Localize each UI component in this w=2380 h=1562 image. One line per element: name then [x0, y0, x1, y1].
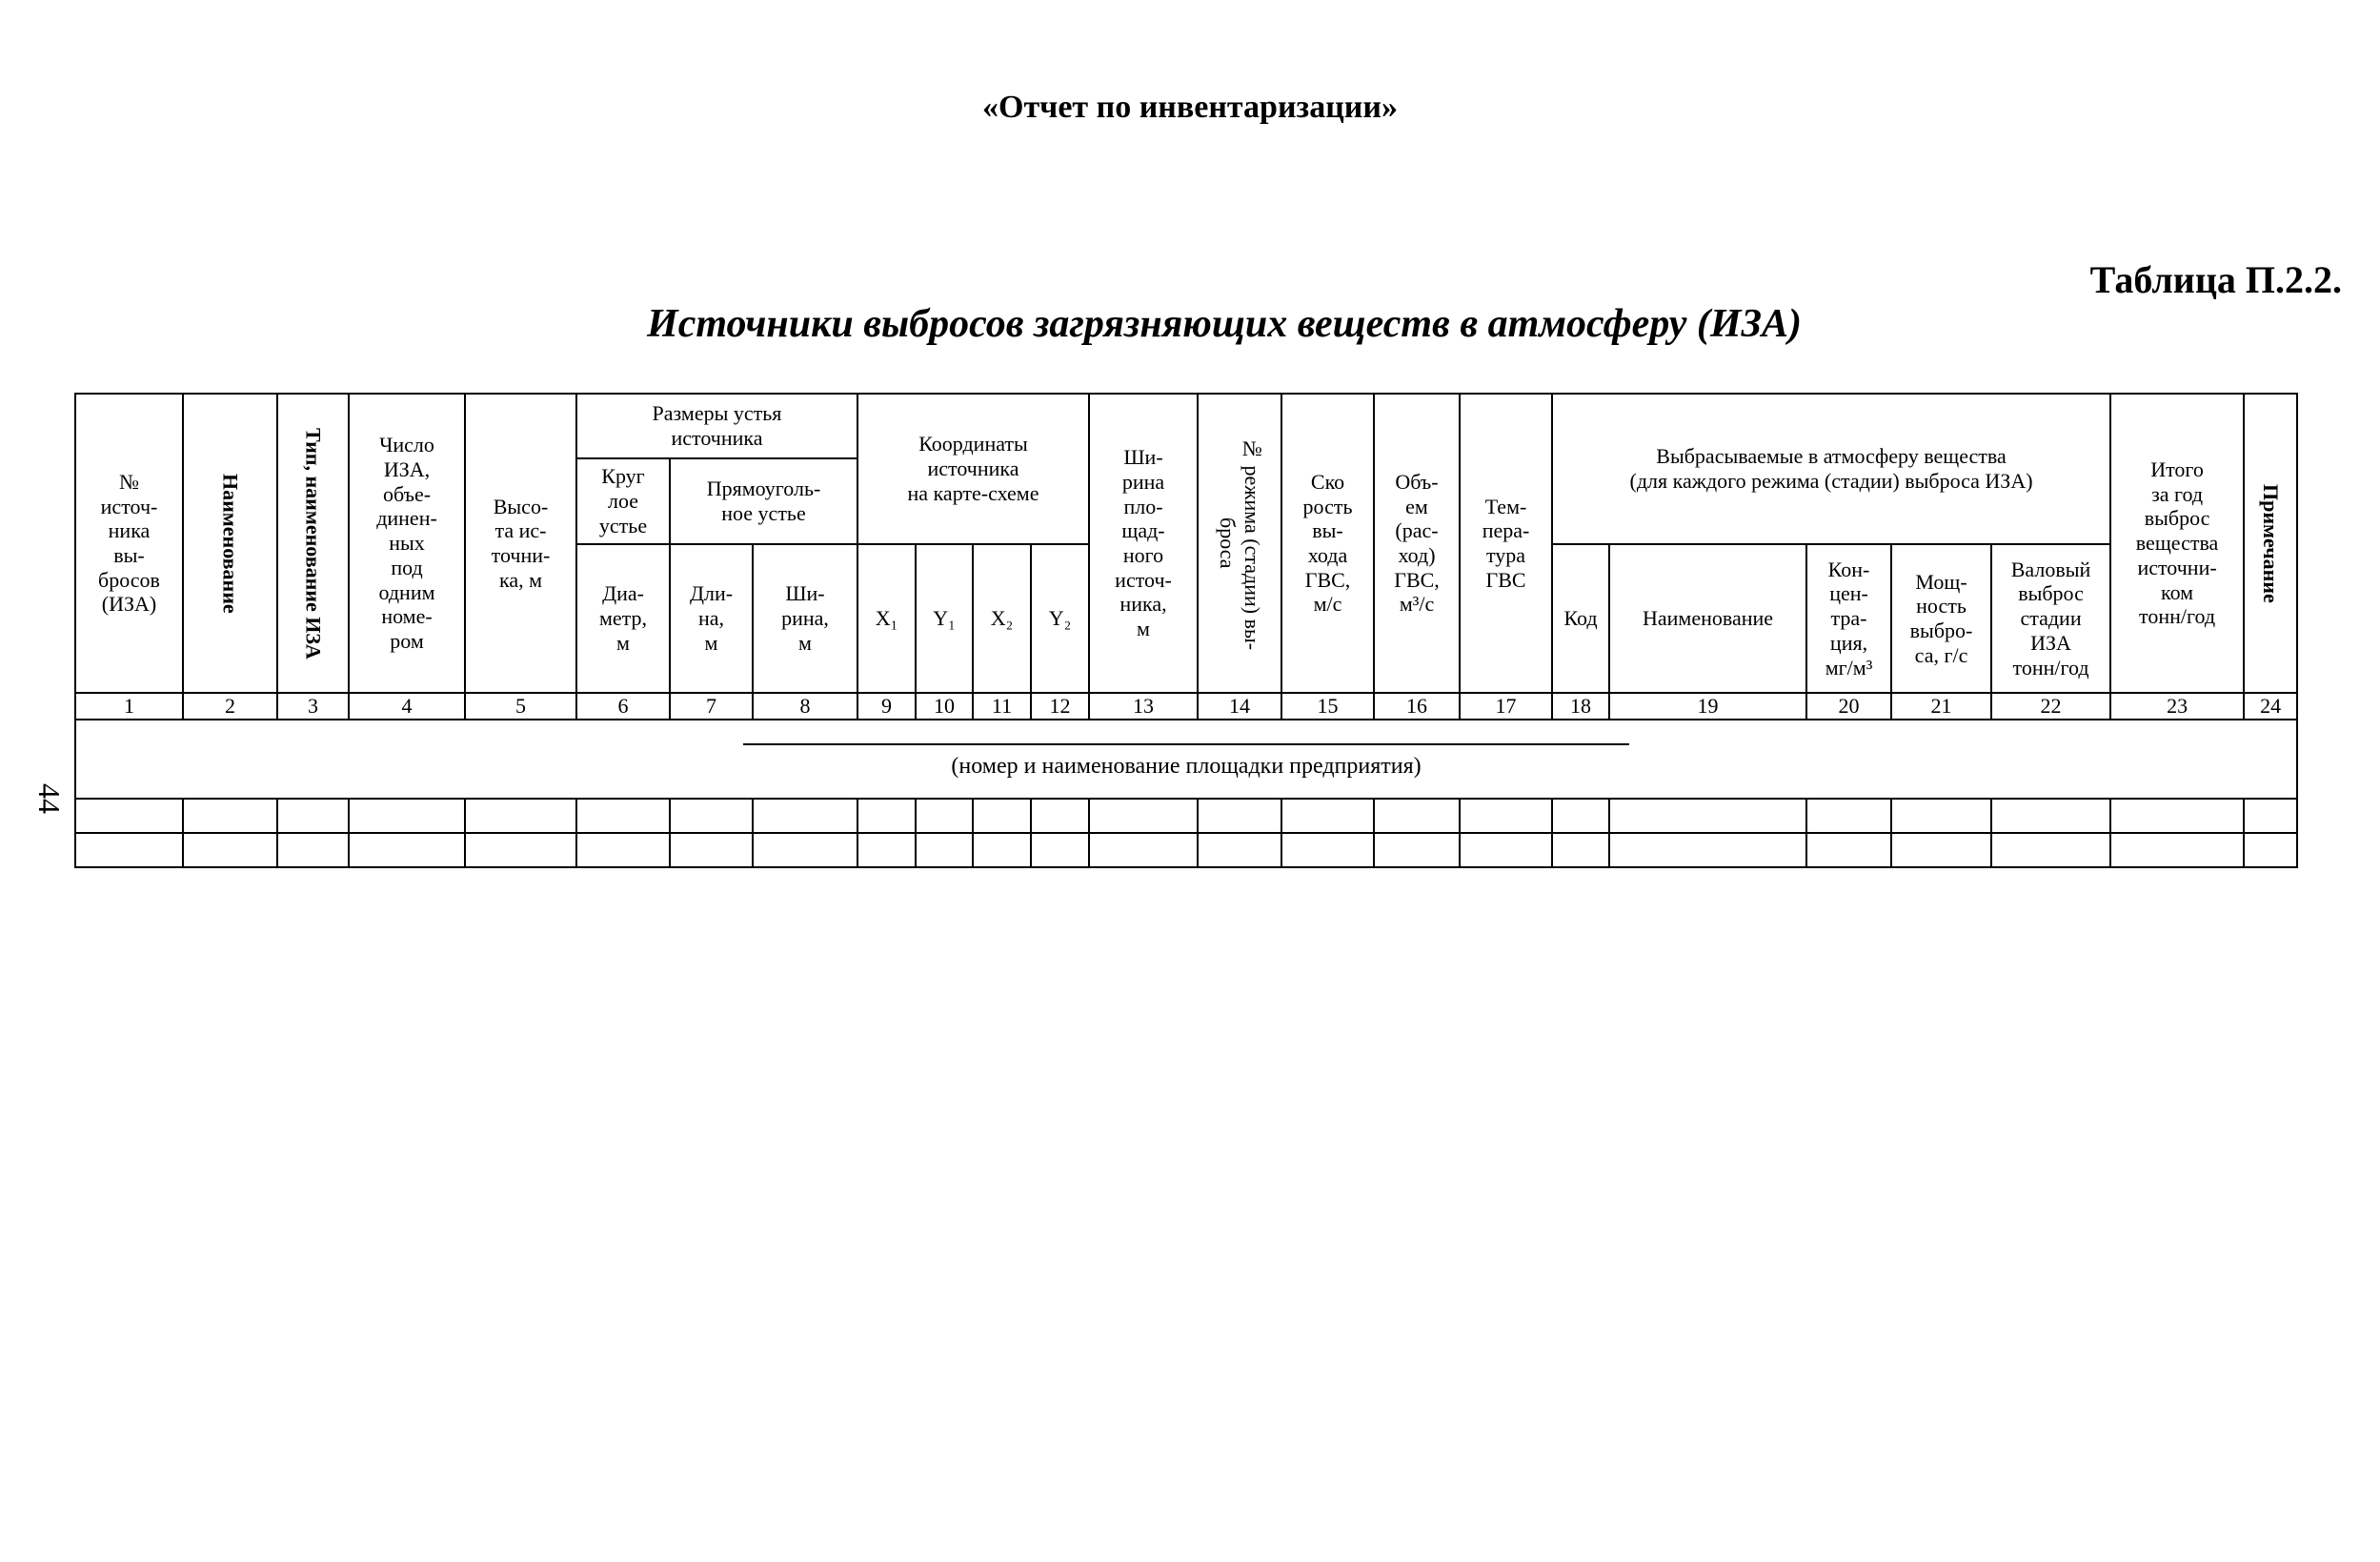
header-y2: Y₂ — [1031, 544, 1089, 693]
emission-sources-table — [74, 393, 2298, 868]
column-number: 13 — [1089, 693, 1198, 720]
empty-cell — [576, 799, 670, 833]
empty-cell — [1991, 833, 2110, 867]
header-concentration: Кон- цен- тра- ция, мг/м³ — [1806, 544, 1891, 693]
column-number: 20 — [1806, 693, 1891, 720]
empty-cell — [1552, 799, 1609, 833]
site-row — [75, 720, 2297, 799]
empty-cell — [1374, 833, 1460, 867]
header-y1: Y₁ — [916, 544, 973, 693]
column-number: 23 — [2110, 693, 2244, 720]
header-x1: X₁ — [857, 544, 916, 693]
site-caption: (номер и наименование площадки предприятия) — [951, 754, 1422, 779]
header-name: Наименование — [183, 394, 277, 693]
header-round-mouth: Круг лое устье — [576, 458, 670, 544]
empty-cell — [753, 833, 857, 867]
site-cell — [75, 720, 2297, 799]
empty-cell — [973, 799, 1031, 833]
empty-cell — [1031, 833, 1089, 867]
header-substance-name: Наименование — [1609, 544, 1806, 693]
column-number: 21 — [1891, 693, 1991, 720]
header-mouth-dimensions: Размеры устья источника — [576, 394, 857, 458]
empty-cell — [2110, 833, 2244, 867]
column-number: 5 — [465, 693, 576, 720]
empty-cell — [349, 799, 465, 833]
column-number: 2 — [183, 693, 277, 720]
column-number: 1 — [75, 693, 183, 720]
column-number: 19 — [1609, 693, 1806, 720]
column-number: 8 — [753, 693, 857, 720]
empty-cell — [1460, 799, 1552, 833]
header-area-source-width: Ши- рина пло- щад- ного источ- ника, м — [1089, 394, 1198, 693]
empty-cell — [2244, 799, 2297, 833]
empty-cell — [1609, 799, 1806, 833]
header-gas-velocity: Ско рость вы- хода ГВС, м/с — [1281, 394, 1374, 693]
empty-cell — [1991, 799, 2110, 833]
table-title: Источники выбросов загрязняющих веществ в атмосферу (ИЗА) — [647, 302, 1802, 346]
empty-row — [75, 833, 2297, 867]
empty-cell — [1552, 833, 1609, 867]
header-gas-temperature: Тем- пера- тура ГВС — [1460, 394, 1552, 693]
empty-cell — [2110, 799, 2244, 833]
header-x2: X₂ — [973, 544, 1031, 693]
empty-cell — [857, 799, 916, 833]
header-diameter: Диа- метр, м — [576, 544, 670, 693]
empty-cell — [2244, 833, 2297, 867]
page-number: 44 — [32, 783, 68, 814]
empty-cell — [1281, 799, 1374, 833]
header-source-count: Число ИЗА, объе- динен- ных под одним номе- ром — [349, 394, 465, 693]
header-gross-emission: Валовый выброс стадии ИЗА тонн/год — [1991, 544, 2110, 693]
column-number: 7 — [670, 693, 753, 720]
empty-cell — [1031, 799, 1089, 833]
empty-cell — [857, 833, 916, 867]
empty-cell — [1198, 799, 1281, 833]
header-width: Ши- рина, м — [753, 544, 857, 693]
column-number: 24 — [2244, 693, 2297, 720]
column-number: 6 — [576, 693, 670, 720]
empty-cell — [1374, 799, 1460, 833]
empty-cell — [1891, 833, 1991, 867]
column-number: 14 — [1198, 693, 1281, 720]
empty-cell — [1089, 833, 1198, 867]
empty-cell — [1089, 799, 1198, 833]
header-source-number: № источ- ника вы- бросов (ИЗА) — [75, 394, 183, 693]
empty-cell — [1806, 799, 1891, 833]
empty-cell — [916, 833, 973, 867]
empty-cell — [183, 799, 277, 833]
empty-row — [75, 799, 2297, 833]
column-number: 3 — [277, 693, 349, 720]
header-substance-code: Код — [1552, 544, 1609, 693]
column-number: 15 — [1281, 693, 1374, 720]
empty-cell — [670, 833, 753, 867]
header-map-coordinates: Координаты источника на карте-схеме — [857, 394, 1089, 544]
column-number: 9 — [857, 693, 916, 720]
column-number: 18 — [1552, 693, 1609, 720]
empty-cell — [753, 799, 857, 833]
header-gas-volume: Объ- ем (рас- ход) ГВС, м³/с — [1374, 394, 1460, 693]
empty-cell — [916, 799, 973, 833]
empty-cell — [75, 799, 183, 833]
empty-cell — [1281, 833, 1374, 867]
column-number: 10 — [916, 693, 973, 720]
empty-cell — [1460, 833, 1552, 867]
empty-cell — [670, 799, 753, 833]
column-number: 16 — [1374, 693, 1460, 720]
header-emission-mode-number: № режима (стадии) вы- броса — [1198, 394, 1281, 693]
empty-cell — [973, 833, 1031, 867]
column-number: 4 — [349, 693, 465, 720]
column-number: 12 — [1031, 693, 1089, 720]
header-source-type: Тип, наименование ИЗА — [277, 394, 349, 693]
empty-cell — [465, 799, 576, 833]
column-number-row — [75, 693, 2297, 720]
header-source-height: Высо- та ис- точни- ка, м — [465, 394, 576, 693]
site-fill-line — [743, 743, 1629, 745]
empty-cell — [277, 799, 349, 833]
header-note: Примечание — [2244, 394, 2297, 693]
empty-cell — [465, 833, 576, 867]
empty-cell — [1891, 799, 1991, 833]
column-number: 22 — [1991, 693, 2110, 720]
header-length: Дли- на, м — [670, 544, 753, 693]
empty-cell — [1609, 833, 1806, 867]
empty-cell — [277, 833, 349, 867]
column-number: 11 — [973, 693, 1031, 720]
empty-cell — [75, 833, 183, 867]
empty-cell — [183, 833, 277, 867]
header-emitted-substances: Выбрасываемые в атмосферу вещества (для каждого режима (стадии) выброса ИЗА) — [1552, 394, 2110, 544]
header-annual-total: Итого за год выброс вещества источни- ком тонн/год — [2110, 394, 2244, 693]
header-rect-mouth: Прямоуголь- ное устье — [670, 458, 857, 544]
empty-cell — [1806, 833, 1891, 867]
empty-cell — [576, 833, 670, 867]
report-header-title: «Отчет по инвентаризации» — [982, 90, 1398, 125]
table-number: Таблица П.2.2. — [2089, 258, 2342, 301]
empty-cell — [1198, 833, 1281, 867]
empty-cell — [349, 833, 465, 867]
column-number: 17 — [1460, 693, 1552, 720]
header-emission-power: Мощ- ность выбро- са, г/с — [1891, 544, 1991, 693]
